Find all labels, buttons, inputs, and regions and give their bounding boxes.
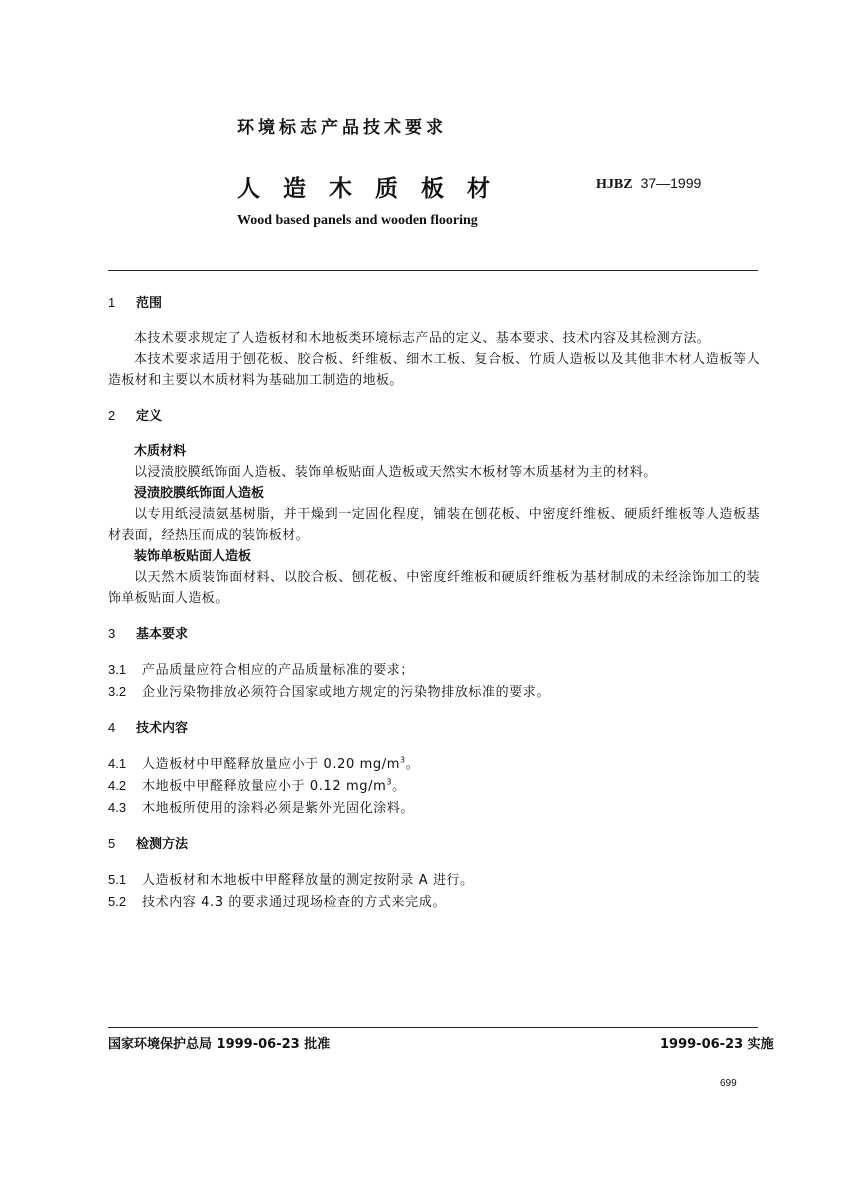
term-heading: 装饰单板贴面人造板 <box>134 549 252 564</box>
document-body <box>108 292 760 913</box>
term-definition: 以专用纸浸渍氨基树脂，并干燥到一定固化程度，铺装在刨花板、中密度纤维板、硬质纤维板等人造板基材表面，经热压而成的装饰板材。 <box>108 507 760 543</box>
standard-prefix: HJBZ <box>596 177 633 192</box>
clause: 4.3 木地板所使用的涂料必须是紫外光固化涂料。 <box>108 800 415 816</box>
clause: 4.1 人造板材中甲醛释放量应小于 0.20 $mg/m^3$。 <box>108 755 420 772</box>
section-heading-technical-content: 4 技术内容 <box>108 720 189 736</box>
clause: 5.1 人造板材和木地板中甲醛释放量的测定按附录 A 进行。 <box>108 872 474 888</box>
section-heading-basic-requirements: 3 基本要求 <box>108 626 189 642</box>
section-heading-test-methods: 5 检测方法 <box>108 836 189 852</box>
standard-number: 37—1999 <box>640 175 702 191</box>
term-heading: 浸渍胶膜纸饰面人造板 <box>134 486 265 501</box>
term-definition: 以天然木质装饰面材料、以胶合板、刨花板、中密度纤维板和硬质纤维板为基材制成的未经涂饰加工的装饰单板贴面人造板。 <box>108 570 760 606</box>
section-heading-scope: 1 范围 <box>108 295 163 311</box>
clause: 3.2 企业污染物排放必须符合国家或地方规定的污染物排放标准的要求。 <box>108 684 551 700</box>
clause: 4.2 木地板中甲醛释放量应小于 0.12 $mg/m^3$。 <box>108 777 406 794</box>
footer-divider <box>108 1027 758 1028</box>
series-title: 环境标志产品技术要求 <box>237 118 447 138</box>
page-number: 699 <box>720 1078 737 1089</box>
clause: 5.2 技术内容 4.3 的要求通过现场检查的方式来完成。 <box>108 894 446 910</box>
standard-code <box>596 175 701 193</box>
approval-line: 国家环境保护总局 1999-06-23 批准 <box>108 1037 331 1052</box>
english-title: Wood based panels and wooden flooring <box>237 213 478 228</box>
implementation-date: 1999-06-23 实施 <box>660 1037 774 1052</box>
term-heading: 木质材料 <box>134 444 187 459</box>
document-title: 人造木质板材 <box>237 176 513 202</box>
paragraph: 本技术要求规定了人造板材和木地板类环境标志产品的定义、基本要求、技术内容及其检测方法。 <box>134 331 711 346</box>
paragraph: 本技术要求适用于刨花板、胶合板、纤维板、细木工板、复合板、竹质人造板以及其他非木材人造板等人造板材和主要以木质材料为基础加工制造的地板。 <box>108 352 760 388</box>
term-definition: 以浸渍胶膜纸饰面人造板、装饰单板贴面人造板或天然实木板材等木质基材为主的材料。 <box>134 465 657 480</box>
header-divider <box>108 270 758 271</box>
clause: 3.1 产品质量应符合相应的产品质量标准的要求； <box>108 662 415 678</box>
section-heading-definitions: 2 定义 <box>108 408 163 424</box>
